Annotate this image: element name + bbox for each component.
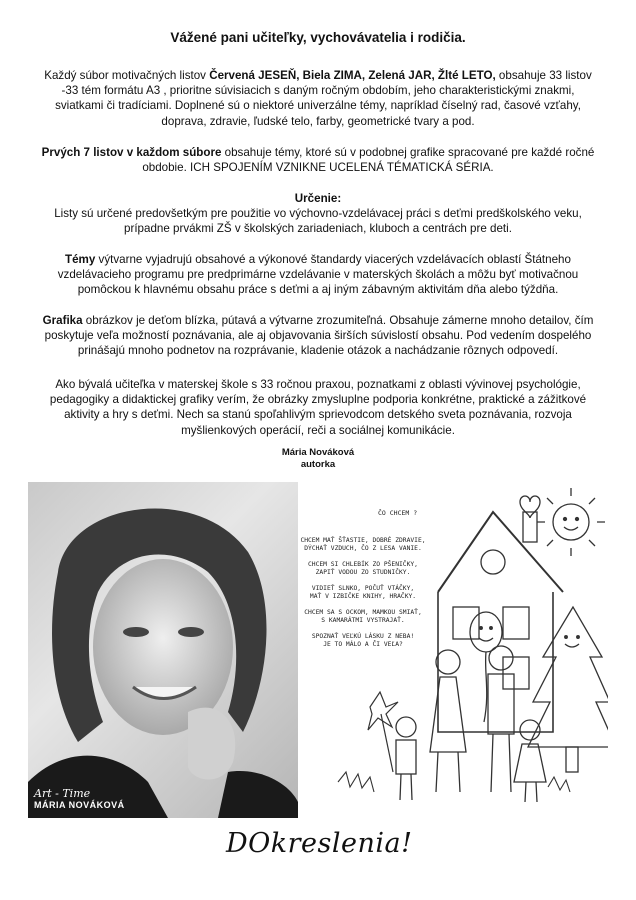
temy-paragraph <box>36 252 600 298</box>
first-seven-text: obsahuje témy, ktoré sú v podobnej grafike spracované pre každé ročné obdobie. ICH SPOJENÍM VZNIKNE UCELENÁ TÉMATICKÁ SÉRIA. <box>142 146 595 175</box>
brand-logo <box>226 828 413 876</box>
signature-role: autorka <box>300 459 336 470</box>
illustration-panel <box>298 482 608 818</box>
balloon-icon <box>470 612 502 722</box>
poem-line: ZAPIŤ VODOU ZO STUDNIČKY. <box>315 569 411 576</box>
pinwheel-icon <box>368 692 398 772</box>
page-title: Vážené pani učiteľky, vychovávatelia i rodičia. <box>170 30 466 45</box>
temy-text: výtvarne vyjadrujú obsahové a výkonové štandardy viacerých vzdelávacích oblastí Štátneho vzdelávacieho programu pre predprimárne vzdelávanie v materských školách a môžu byť motivačnou pomôckou k hlavnému obsahu práce s deťmi a aj iným zábavným aktivitám dňa alebo týždňa. <box>57 253 579 297</box>
signature-name: Mária Nováková <box>281 447 355 458</box>
grafika-text: obrázkov je deťom blízka, pútavá a výtvarne zrozumiteľná. Obsahuje zámerne mnoho detailov, čím poskytuje veľa možností poznávania, ale aj objavovania širších súvislostí obsahu. Pod vedením dospelého prinášajú mnoho podnetov na rozprávanie, kladenie otázok a nachádzanie rôznych odpovedí. <box>44 314 594 358</box>
photo-credit <box>34 787 125 810</box>
intro-text-2: obsahuje 33 listov -33 tém formátu A3 , prioritne súvisiacich s daným ročným obdobím, jeho charakteristickými znakmi, sviatkami či tradíciami. Doplnené sú o niektoré univerzálne témy, napríklad číselný rad, časové vzťahy, doprava, zdravie, ľudské telo, farby, geometrické tvary a pod. <box>55 69 592 128</box>
poem-line: CHCEM SA S OCKOM, MAMKOU SMIAŤ, <box>304 609 422 616</box>
brand-logo-text: DOkreslenia! <box>226 828 413 859</box>
first-seven-bold: Prvých 7 listov v každom súbore <box>41 146 222 159</box>
author-portrait <box>28 482 298 818</box>
image-panel <box>28 482 608 818</box>
photo-credit-art: Art - Time <box>34 787 91 800</box>
poem-line: CHCEM SI CHLEBÍK ZO PŠENIČKY, <box>308 561 418 568</box>
poem-line: SPOZNAŤ VEĽKÚ LÁSKU Z NEBA! <box>311 633 415 640</box>
closing-text: Ako bývalá učiteľka v materskej škole s 33 ročnou praxou, poznatkami z oblasti vývinovej psychológie, pedagogiky a didaktickej grafiky verím, že obrázky zmysluplne podporia konkrétne, praktické a zážitkové aktivity a hry s deťmi. Nech sa stanú spoľahlivým sprievodcom detského sveta poznávania, rozvoja myšlienkových operácií, reči a sociálnej komunikácie. <box>49 378 587 437</box>
closing-paragraph <box>36 377 600 438</box>
tree-icon <box>528 607 608 772</box>
grafika-bold: Grafika <box>42 314 83 327</box>
urcenie-section <box>36 191 600 237</box>
family-icon <box>396 646 546 802</box>
poem-lines <box>300 535 425 648</box>
poem-line: CHCEM MAŤ ŠŤASTIE, DOBRÉ ZDRAVIE, <box>300 537 426 544</box>
sun-icon <box>537 488 605 556</box>
poem-line: VIDIEŤ SLNKO, POČUŤ VTÁČKY, <box>311 585 415 592</box>
author-photo <box>28 482 298 818</box>
poem-line: DÝCHAŤ VZDUCH, ČO Z LESA VANIE. <box>304 545 422 552</box>
poem-line: MAŤ V IZBIČKE KNIHY, HRAČKY. <box>309 593 417 600</box>
poem-heading: ČO CHCEM ? <box>378 509 418 517</box>
intro-paragraph <box>36 68 600 129</box>
urcenie-heading: Určenie: <box>294 192 342 205</box>
poem-line: JE TO MÁLO A ČI VEĽA? <box>323 641 403 648</box>
intro-series: Červená JESEŇ, Biela ZIMA, Zelená JAR, Žlté LETO, <box>209 69 496 82</box>
poem-line: S KAMARÁTMI VYSTRAJAŤ. <box>321 617 405 624</box>
house-family-illustration <box>298 482 608 818</box>
photo-credit-name: MÁRIA NOVÁKOVÁ <box>34 800 125 810</box>
first-seven-paragraph <box>36 145 600 175</box>
urcenie-text: Listy sú určené predovšetkým pre použitie vo výchovno-vzdelávacej práci s deťmi predškolského veku, prípadne prvákmi ZŠ v školských zariadeniach, kluboch a centrách pre deti. <box>54 207 582 236</box>
grafika-paragraph <box>36 313 600 359</box>
temy-bold: Témy <box>65 253 96 266</box>
intro-text-1: Každý súbor motivačných listov <box>44 69 210 82</box>
